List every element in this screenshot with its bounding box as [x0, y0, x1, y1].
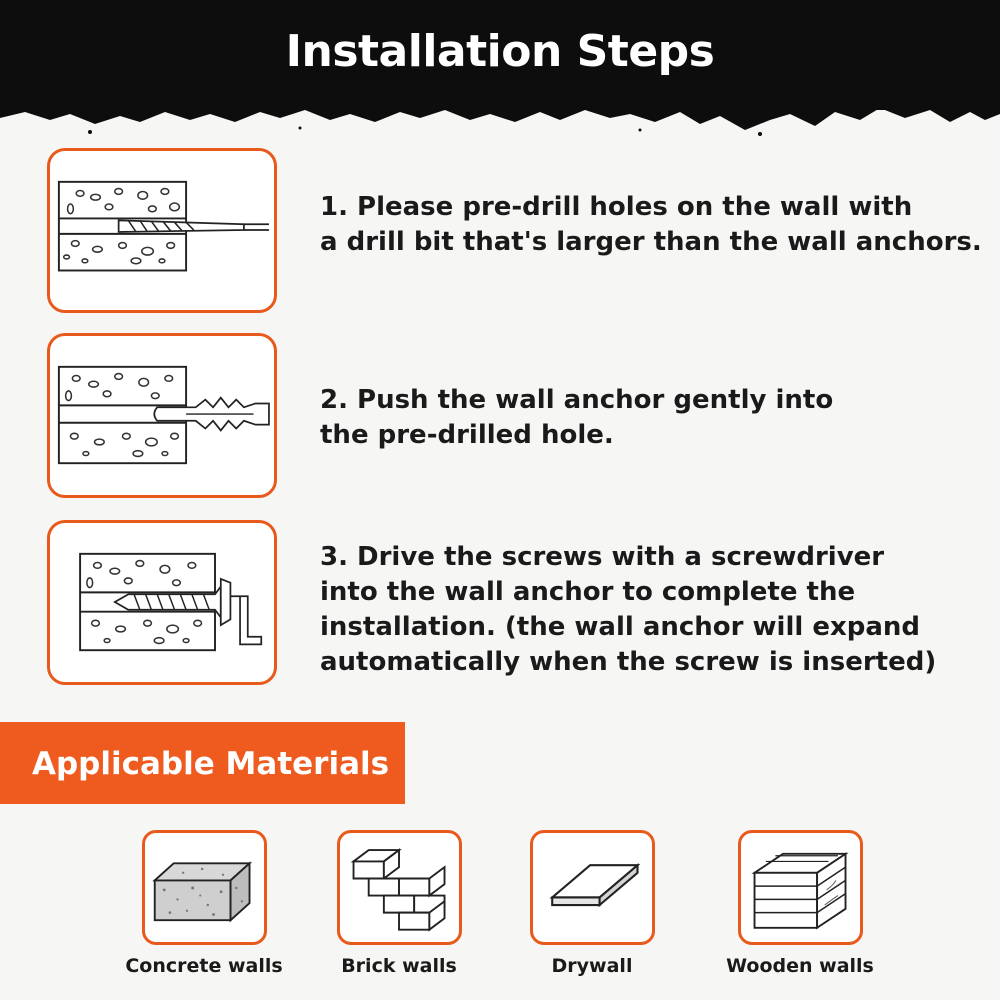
step-2-text [320, 383, 980, 453]
step-1-line-1: 1. Please pre-drill holes on the wall with [320, 192, 913, 222]
screw-in-anchor-icon [50, 523, 274, 682]
anchor-in-hole-icon [50, 336, 274, 495]
step-3-text [320, 540, 980, 680]
drill-bit-in-wall-icon [50, 151, 274, 310]
brush-edge-decoration [0, 100, 1000, 140]
step-2-line-2: the pre-drilled hole. [320, 420, 614, 450]
material-concrete-card [142, 830, 267, 945]
step-1-line-2: a drill bit that's larger than the wall anchors. [320, 227, 982, 257]
step-3-line-4: automatically when the screw is inserted) [320, 647, 937, 677]
material-concrete-label: Concrete walls [125, 955, 283, 977]
material-brick-card [337, 830, 462, 945]
material-wood-label: Wooden walls [726, 955, 874, 977]
wood-stack-icon [741, 833, 860, 942]
step-2-line-1: 2. Push the wall anchor gently into [320, 385, 834, 415]
material-brick-label: Brick walls [341, 955, 457, 977]
step-3-line-2: into the wall anchor to complete the [320, 577, 856, 607]
step-1-illustration [47, 148, 277, 313]
step-2-illustration [47, 333, 277, 498]
materials-title: Applicable Materials [32, 746, 390, 782]
step-3-line-1: 3. Drive the screws with a screwdriver [320, 542, 885, 572]
material-drywall-label: Drywall [551, 955, 633, 977]
concrete-block-icon [145, 833, 264, 942]
step-1-text [320, 190, 980, 260]
materials-banner [0, 722, 405, 804]
header-bar [0, 0, 1000, 110]
material-wood-card [738, 830, 863, 945]
material-drywall-card [530, 830, 655, 945]
page-title: Installation Steps [285, 26, 715, 77]
step-3-line-3: installation. (the wall anchor will expand [320, 612, 921, 642]
brick-wall-icon [340, 833, 459, 942]
drywall-panel-icon [533, 833, 652, 942]
step-3-illustration [47, 520, 277, 685]
